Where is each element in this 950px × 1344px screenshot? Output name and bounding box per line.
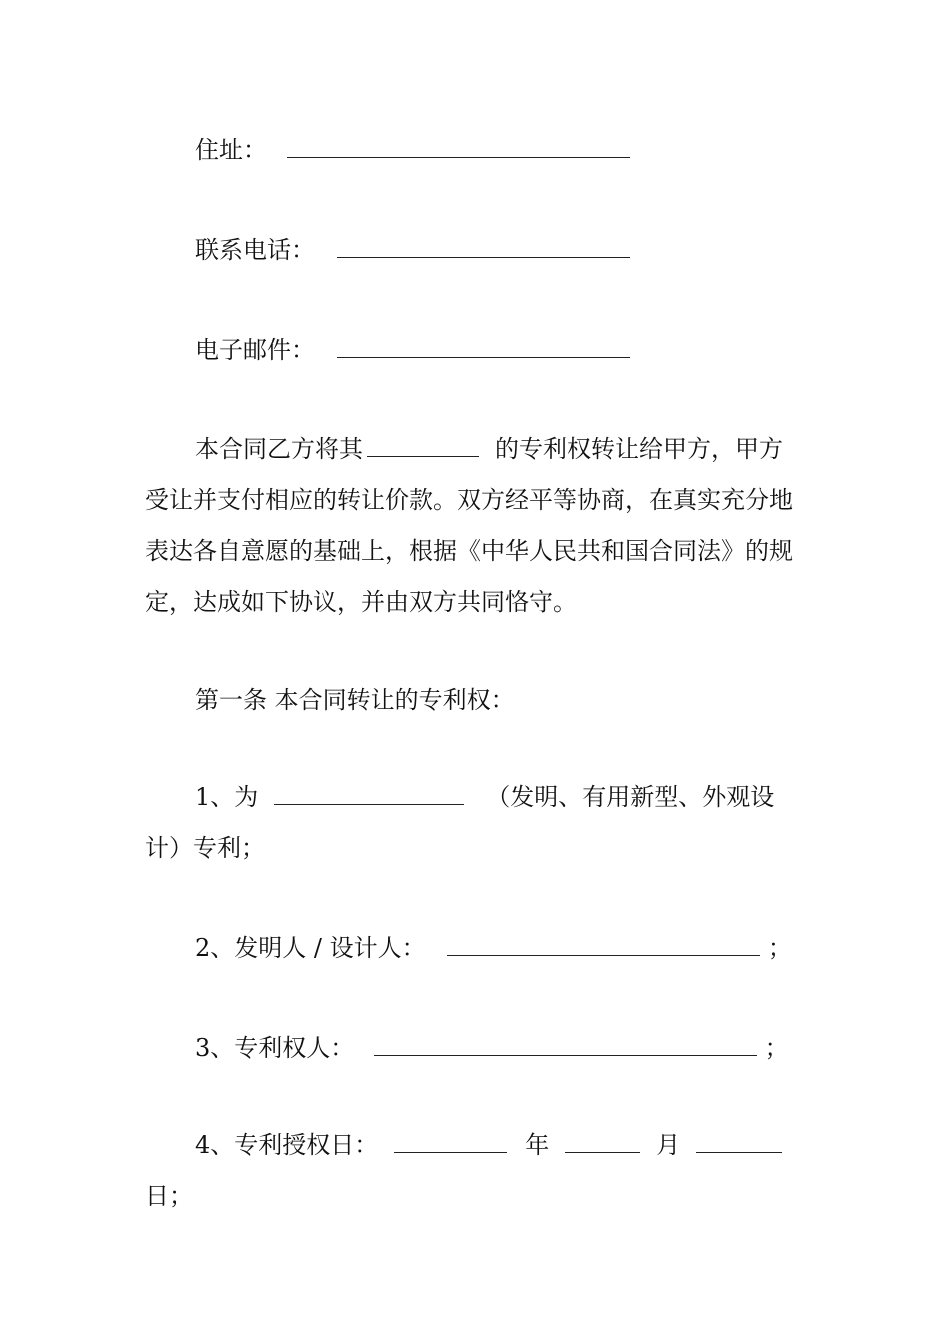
item-2-label: 2、发明人 / 设计人： — [195, 934, 426, 962]
inventor-blank[interactable] — [447, 937, 760, 956]
item-3 — [195, 1036, 789, 1060]
item-4-year: 年 — [525, 1131, 550, 1159]
item-3-label: 3、专利权人： — [195, 1034, 355, 1062]
address-line — [195, 138, 630, 162]
item-4-label: 4、专利授权日： — [195, 1131, 379, 1159]
item-4-day: 日； — [145, 1182, 193, 1210]
grant-month-blank[interactable] — [565, 1134, 640, 1153]
intro-paragraph — [145, 424, 805, 628]
item-4 — [145, 1120, 805, 1222]
grant-day-blank[interactable] — [696, 1134, 782, 1153]
item-1-prefix: 1、为 — [195, 783, 259, 811]
email-blank[interactable] — [337, 339, 630, 358]
phone-blank[interactable] — [337, 239, 630, 258]
item-2-end: ； — [767, 934, 792, 962]
patent-name-blank[interactable] — [367, 438, 479, 457]
item-1-suffix: （发明、有用新型、外观设计）专利； — [145, 783, 775, 862]
item-4-month: 月 — [656, 1131, 681, 1159]
email-line — [195, 338, 630, 362]
email-label: 电子邮件： — [195, 336, 315, 364]
article-1-heading: 第一条 本合同转让的专利权： — [195, 686, 515, 714]
phone-line — [195, 238, 630, 262]
phone-label: 联系电话： — [195, 236, 315, 264]
grant-year-blank[interactable] — [394, 1134, 507, 1153]
patent-type-blank[interactable] — [274, 786, 464, 805]
address-blank[interactable] — [287, 139, 630, 158]
patentee-blank[interactable] — [374, 1037, 757, 1056]
item-3-end: ； — [764, 1034, 789, 1062]
item-1 — [145, 772, 805, 874]
item-2 — [195, 936, 792, 960]
intro-text-2: 的专利权转让给甲方，甲方受让并支付相应的转让价款。双方经平等协商，在真实充分地表达各自意愿的基础上，根据《中华人民共和国合同法》的规定，达成如下协议，并由双方共同恪守。 — [145, 435, 793, 616]
address-label: 住址： — [195, 136, 267, 164]
intro-text-1: 本合同乙方将其 — [195, 435, 363, 463]
